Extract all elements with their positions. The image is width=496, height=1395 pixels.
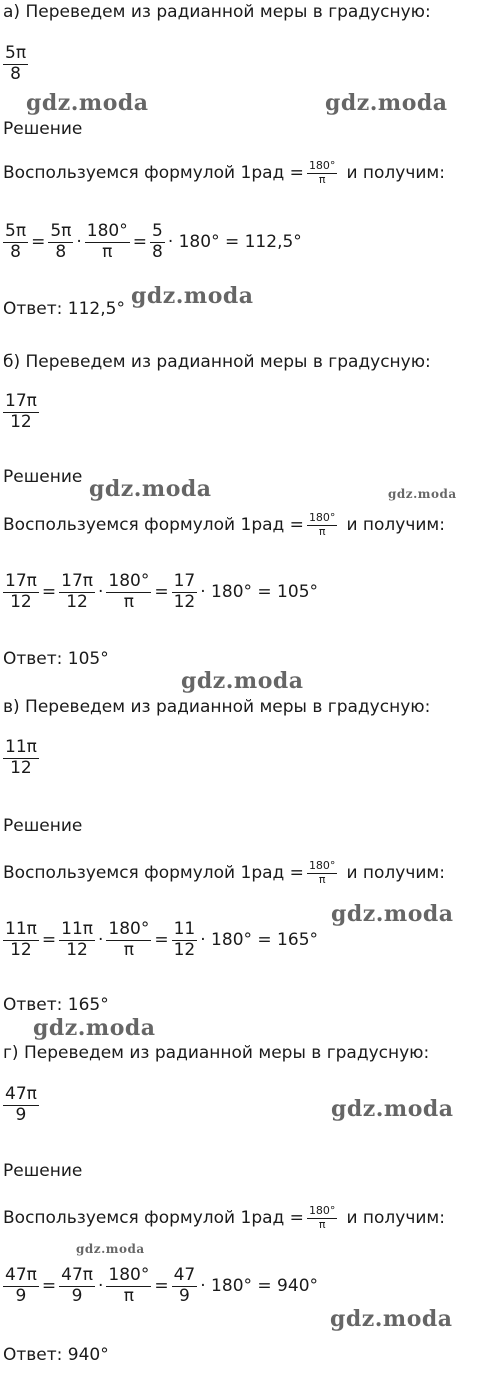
formula-intro: Воспользуемся формулой 1рад = bbox=[3, 514, 304, 535]
formula-outro: и получим: bbox=[346, 862, 445, 883]
section-g-given bbox=[3, 1085, 39, 1125]
section-a-heading: а) Переведем из радианной меры в градусную: bbox=[3, 2, 431, 22]
calc-fraction-denominator: 9 bbox=[71, 1285, 83, 1306]
watermark: gdz.moda bbox=[76, 1242, 145, 1256]
formula-denominator: π bbox=[318, 872, 326, 886]
calc-fraction-numerator: 11π bbox=[5, 919, 37, 939]
formula-intro: Воспользуемся формулой 1рад = bbox=[3, 162, 304, 183]
calc-fraction-numerator: 180° bbox=[86, 221, 128, 241]
watermark: gdz.moda bbox=[33, 1015, 156, 1041]
watermark: gdz.moda bbox=[26, 90, 149, 116]
calc-result: · 180° = 165° bbox=[200, 929, 319, 950]
formula-numerator: 180° bbox=[308, 159, 336, 172]
watermark: gdz.moda bbox=[331, 901, 454, 927]
section-g-solution-label: Решение bbox=[3, 1161, 83, 1181]
section-b-answer: Ответ: 105° bbox=[3, 649, 109, 669]
section-v-answer: Ответ: 165° bbox=[3, 995, 109, 1015]
watermark: gdz.moda bbox=[388, 487, 457, 501]
formula-outro: и получим: bbox=[346, 514, 445, 535]
calc-fraction-numerator: 47 bbox=[173, 1265, 196, 1285]
given-denominator: 12 bbox=[10, 757, 32, 778]
formula-denominator: π bbox=[318, 172, 326, 186]
watermark: gdz.moda bbox=[131, 283, 254, 309]
section-b-solution-label: Решение bbox=[3, 467, 83, 487]
watermark: gdz.moda bbox=[331, 1096, 454, 1122]
formula-numerator: 180° bbox=[308, 511, 336, 524]
section-v-calculation: $\frac{11\pi}{12}$ = $\frac{11\pi}{12}$ · $\frac{180^\circ}{\pi}$ = $\frac{11}{12}$ · 180° = 165° bbox=[5, 919, 319, 960]
calc-result: · 180° = 940° bbox=[200, 1275, 319, 1296]
section-v-formula bbox=[3, 860, 445, 886]
section-g-calculation: $\frac{47\pi}{9}$ = $\frac{47\pi}{9}$ · $\frac{180^\circ}{\pi}$ = $\frac{47}{9}$ · 180° = 940° bbox=[5, 1265, 319, 1306]
given-numerator: 11π bbox=[5, 737, 37, 757]
calc-fraction-denominator: 12 bbox=[173, 939, 196, 960]
calc-fraction-denominator: 8 bbox=[151, 241, 163, 262]
section-g-formula bbox=[3, 1205, 445, 1231]
section-v-heading: в) Переведем из радианной меры в градусную: bbox=[3, 697, 431, 717]
formula-intro: Воспользуемся формулой 1рад = bbox=[3, 1207, 304, 1228]
section-a-answer: Ответ: 112,5° bbox=[3, 299, 125, 319]
calc-fraction-denominator: 9 bbox=[15, 1285, 27, 1306]
formula-denominator: π bbox=[318, 1217, 326, 1231]
section-v-solution-label: Решение bbox=[3, 816, 83, 836]
section-b-heading: б) Переведем из радианной меры в градусную: bbox=[3, 352, 431, 372]
given-numerator: 5π bbox=[5, 43, 27, 63]
section-b-calculation: $\frac{17\pi}{12}$ = $\frac{17\pi}{12}$ · $\frac{180^\circ}{\pi}$ = $\frac{17}{12}$ · 180° = 105° bbox=[5, 571, 319, 612]
calc-result: · 180° = 112,5° bbox=[167, 231, 302, 252]
given-numerator: 47π bbox=[5, 1084, 37, 1104]
watermark: gdz.moda bbox=[89, 476, 212, 502]
section-a-solution-label: Решение bbox=[3, 119, 83, 139]
formula-numerator: 180° bbox=[308, 859, 336, 872]
section-g-heading: г) Переведем из радианной меры в градусную: bbox=[3, 1043, 430, 1063]
calc-fraction-numerator: 5 bbox=[151, 221, 163, 241]
calc-fraction-denominator: π bbox=[123, 591, 134, 612]
calc-fraction-denominator: 12 bbox=[10, 591, 32, 612]
formula-outro: и получим: bbox=[346, 162, 445, 183]
calc-fraction-denominator: 9 bbox=[179, 1285, 190, 1306]
calc-fraction-numerator: 180° bbox=[108, 1265, 150, 1285]
calc-fraction-denominator: 8 bbox=[55, 241, 67, 262]
formula-numerator: 180° bbox=[308, 1204, 336, 1217]
section-g-answer: Ответ: 940° bbox=[3, 1345, 109, 1365]
given-denominator: 8 bbox=[10, 63, 21, 84]
section-a-calculation: $\frac{5\pi}{8}$ = $\frac{5\pi}{8}$ · $\frac{180^\circ}{\pi}$ = $\frac{5}{8}$ · 180° = 112,5° bbox=[5, 221, 302, 262]
section-b-given bbox=[3, 392, 39, 432]
calc-fraction-denominator: 12 bbox=[173, 591, 196, 612]
calc-fraction-numerator: 47π bbox=[5, 1265, 37, 1285]
calc-fraction-denominator: π bbox=[123, 1285, 134, 1306]
watermark: gdz.moda bbox=[181, 668, 304, 694]
calc-fraction-numerator: 5π bbox=[50, 221, 72, 241]
calc-fraction-numerator: 180° bbox=[108, 571, 150, 591]
formula-outro: и получим: bbox=[346, 1207, 445, 1228]
given-denominator: 12 bbox=[10, 411, 32, 432]
formula-denominator: π bbox=[318, 524, 326, 538]
section-v-given bbox=[3, 738, 39, 778]
calc-fraction-numerator: 11π bbox=[61, 919, 93, 939]
calc-fraction-numerator: 17π bbox=[61, 571, 93, 591]
calc-fraction-denominator: 12 bbox=[66, 939, 88, 960]
watermark: gdz.moda bbox=[325, 90, 448, 116]
calc-fraction-numerator: 17 bbox=[173, 571, 196, 591]
section-b-formula bbox=[3, 512, 445, 538]
calc-fraction-denominator: 8 bbox=[10, 241, 21, 262]
calc-result: · 180° = 105° bbox=[200, 581, 319, 602]
calc-fraction-denominator: π bbox=[123, 939, 134, 960]
calc-fraction-numerator: 47π bbox=[61, 1265, 93, 1285]
calc-fraction-numerator: 17π bbox=[5, 571, 37, 591]
section-a-formula bbox=[3, 160, 445, 186]
calc-fraction-denominator: π bbox=[102, 241, 113, 262]
calc-fraction-numerator: 11 bbox=[173, 919, 196, 939]
calc-fraction-denominator: 12 bbox=[10, 939, 32, 960]
calc-fraction-numerator: 180° bbox=[108, 919, 150, 939]
watermark: gdz.moda bbox=[330, 1306, 453, 1332]
calc-fraction-denominator: 12 bbox=[66, 591, 88, 612]
calc-fraction-numerator: 5π bbox=[5, 221, 27, 241]
given-denominator: 9 bbox=[15, 1104, 27, 1125]
given-numerator: 17π bbox=[5, 391, 37, 411]
section-a-given bbox=[3, 44, 28, 84]
formula-intro: Воспользуемся формулой 1рад = bbox=[3, 862, 304, 883]
